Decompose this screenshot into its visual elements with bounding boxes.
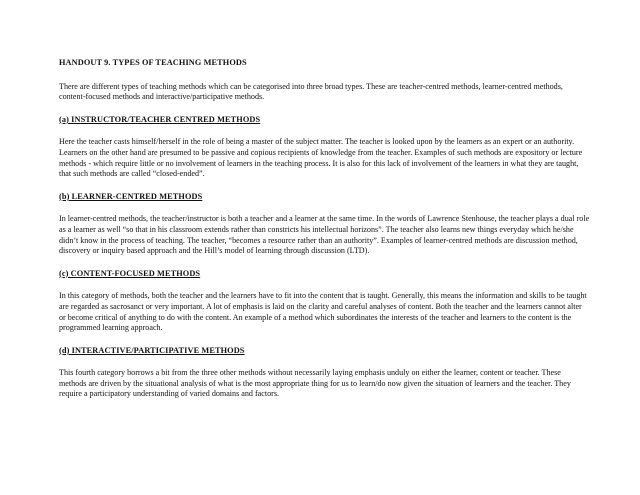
intro-paragraph: There are different types of teaching methods which can be categorised into three broad types. These are teacher-centred methods, learner-centred methods, content-focused methods and interactive/participative methods. <box>59 81 563 102</box>
section-body-instructor-centred: Here the teacher casts himself/herself in the role of being a master of the subject matter. The teacher is looked upon by the learners as an expert or an authority. Learners on the other hand are presumed to be passive and copious recipients of knowledge from the teacher. Examples of such methods are expository or lecture methods - which require little or no involvement of learners in the teaching process. It is also for this lack of involvement of the learners in what they are taught, that such methods are called “closed-ended”. <box>59 137 583 179</box>
section-body-learner-centred: In learner-centred methods, the teacher/instructor is both a teacher and a learner at the same time. In the words of Lawrence Stenhouse, the teacher plays a dual role as a learner as well “so that in his classroom extends rather than constricts his intellectual horizons”. The teacher also learns new things everyday which he/she didn’t know in the process of teaching. The teacher, “becomes a resource rather than an authority”. Examples of learner-centred methods are discussion method, discovery or inquiry based approach and the Hill’s model of learning through discussion (LTD). <box>59 214 590 256</box>
section-heading-content-focused: (c) CONTENT-FOCUSED METHODS <box>59 268 201 278</box>
section-body-content-focused: In this category of methods, both the teacher and the learners have to fit into the content that is taught. Generally, this means the information and skills to be taught are regarded as sacrosanct or very important. A lot of emphasis is laid on the clarity and careful analyses of content. Both the teacher and the learners cannot alter or become critical of anything to do with the content. An example of a method which subordinates the interests of the teacher and learners to the content is the programmed learning approach. <box>59 291 587 333</box>
section-heading-learner-centred: (b) LEARNER-CENTRED METHODS <box>59 191 203 201</box>
document-title: HANDOUT 9. TYPES OF TEACHING METHODS <box>59 58 247 67</box>
section-heading-instructor-centred: (a) INSTRUCTOR/TEACHER CENTRED METHODS <box>59 114 261 124</box>
section-heading-interactive-participative: (d) INTERACTIVE/PARTICIPATIVE METHODS <box>59 345 245 355</box>
section-body-interactive-participative: This fourth category borrows a bit from the three other methods without necessarily laying emphasis unduly on either the learner, content or teacher. These methods are driven by the situational analysis of what is the most appropriate thing for us to learn/do now given the situation of learners and the teacher. They require a participatory understanding of varied domains and factors. <box>59 368 571 399</box>
